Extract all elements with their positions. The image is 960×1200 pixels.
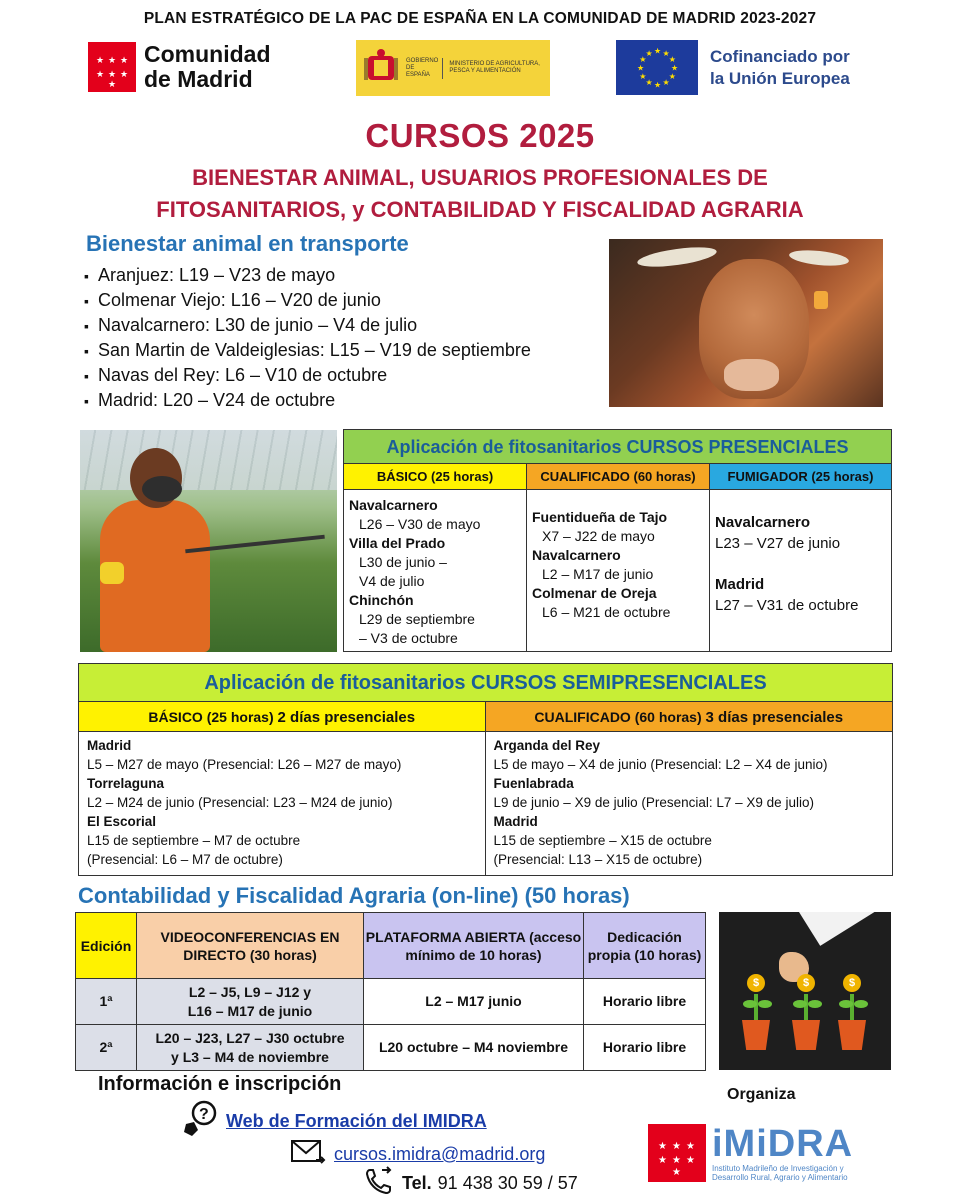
- course-place: Chinchón: [349, 592, 414, 608]
- coat-of-arms-icon: [364, 48, 398, 88]
- main-title: CURSOS 2025: [365, 117, 595, 154]
- comunidad-madrid-logo: [88, 42, 271, 92]
- course-dates: L15 de septiembre – M7 de octubre: [87, 833, 301, 848]
- semi-h1-b: 2 días presenciales: [277, 709, 416, 726]
- video-line2: L16 – M17 de junio: [187, 1002, 313, 1019]
- fumigador-column: [710, 490, 891, 651]
- presenciales-title: Aplicación de fitosanitarios CURSOS PRESENCIALES: [344, 430, 891, 464]
- click-help-icon: [182, 1100, 218, 1143]
- col-plataforma: PLATAFORMA ABIERTA (acceso mínimo de 10 horas): [364, 913, 584, 979]
- cm-line1: Comunidad: [144, 41, 271, 67]
- eu-star: ★: [668, 72, 676, 81]
- eu-star: ★: [639, 72, 647, 81]
- course-dates: V4 de julio: [359, 573, 425, 589]
- course-dates: L9 de junio – X9 de julio (Presencial: L7 – X9 de julio): [493, 795, 814, 810]
- course-dates: L26 – V30 de mayo: [359, 516, 481, 532]
- contabilidad-heading: [78, 883, 630, 909]
- list-item: ▪ Navas del Rey: L6 – V10 de octubre: [84, 363, 531, 388]
- eu-star: ★: [654, 46, 662, 56]
- eu-star: ★: [645, 78, 653, 88]
- imidra-name: iMiDRA: [712, 1123, 854, 1165]
- table-row: [76, 1025, 706, 1071]
- course-dates: L2 – M24 de junio (Presencial: L23 – M24 de junio): [87, 795, 393, 810]
- video-line1: L20 – J23, L27 – J30 octubre: [155, 1029, 345, 1046]
- cell-edicion: 1ª: [76, 979, 137, 1025]
- course-place: Torrelaguna: [87, 776, 165, 791]
- cualificado-column: [527, 490, 710, 651]
- header-fumigador: FUMIGADOR (25 horas): [710, 464, 891, 489]
- course-place: Arganda del Rey: [493, 738, 601, 753]
- farmer-spraying-photo: [80, 430, 337, 652]
- subtitle-line1: BIENESTAR ANIMAL, USUARIOS PROFESIONALES DE: [192, 165, 768, 190]
- course-dates: – V3 de octubre: [359, 630, 458, 646]
- course-dates: L30 de junio –: [359, 554, 447, 570]
- web-row: [182, 1100, 487, 1143]
- subtitle-line2: FITOSANITARIOS, y CONTABILIDAD Y FISCALIDAD AGRARIA: [156, 197, 804, 222]
- info-heading: Información e inscripción: [98, 1073, 342, 1095]
- semi-header-cualificado: [486, 702, 893, 731]
- contabilidad-table: [75, 912, 706, 1071]
- video-line1: L2 – J5, L9 – J12 y: [188, 983, 312, 1000]
- semi-h2-a: CUALIFICADO (60 horas): [534, 709, 702, 725]
- video-line2: y L3 – M4 de noviembre: [171, 1048, 329, 1065]
- course-place: Madrid: [87, 738, 132, 753]
- cm-line2: de Madrid: [144, 66, 253, 92]
- contabilidad-title: Contabilidad y Fiscalidad Agraria (on-line): [78, 883, 519, 908]
- cell-video: [137, 979, 364, 1025]
- course-dates: X7 – J22 de mayo: [542, 528, 655, 544]
- money-plants-illustration: $ $ $: [719, 912, 891, 1070]
- cow-photo: [609, 239, 883, 407]
- eu-cofunded-logo: [616, 40, 850, 95]
- course-place: Navalcarnero: [715, 514, 811, 531]
- eu-star: ★: [668, 55, 676, 64]
- cell-dedicacion: Horario libre: [584, 979, 706, 1025]
- cell-dedicacion: Horario libre: [584, 1025, 706, 1071]
- col-dedicacion: Dedicación propia (10 horas): [584, 913, 706, 979]
- list-item: ▪ Madrid: L20 – V24 de octubre: [84, 388, 531, 413]
- web-link[interactable]: Web de Formación del IMIDRA: [226, 1111, 487, 1131]
- bienestar-heading: Bienestar animal en transporte: [86, 231, 409, 256]
- list-item: ▪ San Martin de Valdeiglesias: L15 – V19 de septiembre: [84, 338, 531, 363]
- course-dates: (Presencial: L6 – M7 de octubre): [87, 852, 283, 867]
- course-place: Madrid: [715, 576, 765, 593]
- eu-star: ★: [637, 63, 645, 73]
- semipresenciales-table: [78, 663, 893, 876]
- plan-title: PLAN ESTRATÉGICO DE LA PAC DE ESPAÑA EN LA COMUNIDAD DE MADRID 2023-2027: [143, 10, 817, 27]
- table-row: [76, 979, 706, 1025]
- header-basico: BÁSICO (25 horas): [344, 464, 527, 489]
- eu-flag-icon: [616, 40, 698, 95]
- cell-video: [137, 1025, 364, 1071]
- col-videoconferencias: VIDEOCONFERENCIAS EN DIRECTO (30 horas): [137, 913, 364, 979]
- eu-text: [710, 46, 850, 90]
- semi-title: Aplicación de fitosanitarios CURSOS SEMIPRESENCIALES: [79, 664, 892, 702]
- course-dates: L27 – V31 de octubre: [715, 597, 859, 614]
- presenciales-table: [343, 429, 892, 652]
- cell-plataforma: L2 – M17 junio: [364, 979, 584, 1025]
- imidra-logo: [648, 1124, 882, 1182]
- basico-column: [344, 490, 527, 651]
- cell-plataforma: L20 octubre – M4 noviembre: [364, 1025, 584, 1071]
- semi-cualificado-column: [486, 732, 893, 875]
- course-dates: (Presencial: L13 – X15 de octubre): [493, 852, 703, 867]
- course-dates: L29 de septiembre: [359, 611, 475, 627]
- eu-star: ★: [639, 55, 647, 64]
- madrid-flag-icon: ★ ★ ★ ★ ★ ★ ★: [88, 42, 136, 92]
- tel-label: Tel.: [402, 1173, 432, 1193]
- semi-h1-a: BÁSICO (25 horas): [148, 709, 274, 725]
- eu-star: ★: [662, 48, 670, 58]
- course-dates: L2 – M17 de junio: [542, 566, 654, 582]
- bienestar-list: [84, 263, 531, 413]
- semi-h2-b: 3 días presenciales: [705, 709, 844, 726]
- phone-row: [364, 1166, 578, 1200]
- course-dates: L5 de mayo – X4 de junio (Presencial: L2 – X4 de junio): [493, 757, 828, 772]
- subtitle: [0, 162, 960, 226]
- course-dates: L5 – M27 de mayo (Presencial: L26 – M27 de mayo): [87, 757, 402, 772]
- list-item: ▪ Navalcarnero: L30 de junio – V4 de julio: [84, 313, 531, 338]
- phone-icon: [364, 1166, 394, 1200]
- eu-line2: la Unión Europea: [710, 68, 850, 88]
- eu-star: ★: [645, 48, 653, 58]
- eu-star: ★: [654, 80, 662, 90]
- envelope-icon: [290, 1138, 326, 1171]
- list-item: ▪ Colmenar Viejo: L16 – V20 de junio: [84, 288, 531, 313]
- eu-star: ★: [662, 78, 670, 88]
- course-place: El Escorial: [87, 814, 157, 829]
- course-place: Villa del Prado: [349, 535, 446, 551]
- list-item: ▪ Aranjuez: L19 – V23 de mayo: [84, 263, 531, 288]
- gobierno-espana-logo: [356, 40, 550, 96]
- ministry-text: MINISTERIO DE AGRICULTURA, PESCA Y ALIMENTACIÓN: [449, 61, 540, 74]
- madrid-flag-icon: ★ ★ ★ ★ ★ ★ ★: [648, 1124, 706, 1182]
- course-dates: L6 – M21 de octubre: [542, 604, 671, 620]
- course-dates: L23 – V27 de junio: [715, 535, 841, 552]
- course-place: Navalcarnero: [349, 497, 438, 513]
- course-place: Fuentidueña de Tajo: [532, 509, 668, 525]
- comunidad-madrid-text: [144, 42, 271, 92]
- eu-star: ★: [671, 63, 679, 73]
- course-place: Fuenlabrada: [493, 776, 574, 791]
- organiza-label: Organiza: [727, 1086, 796, 1103]
- course-place: Navalcarnero: [532, 547, 621, 563]
- header-cualificado: CUALIFICADO (60 horas): [527, 464, 710, 489]
- course-place: Colmenar de Oreja: [532, 585, 657, 601]
- cell-edicion: 2ª: [76, 1025, 137, 1071]
- eu-line1: Cofinanciado por: [710, 46, 850, 66]
- semi-basico-column: [79, 732, 486, 875]
- imidra-subtitle: Instituto Madrileño de Investigación y Desarrollo Rural, Agrario y Alimentario: [712, 1164, 848, 1182]
- col-edicion: Edición: [76, 913, 137, 979]
- gov-text: GOBIERNO DE ESPAÑA: [406, 58, 443, 79]
- tel-number: 91 438 30 59 / 57: [437, 1173, 578, 1193]
- contabilidad-hours: (50 horas): [524, 883, 630, 908]
- email-link[interactable]: cursos.imidra@madrid.org: [334, 1144, 546, 1164]
- course-dates: L15 de septiembre – X15 de octubre: [493, 833, 712, 848]
- svg-text:?: ?: [199, 1106, 209, 1123]
- course-place: Madrid: [493, 814, 538, 829]
- semi-header-basico: [79, 702, 486, 731]
